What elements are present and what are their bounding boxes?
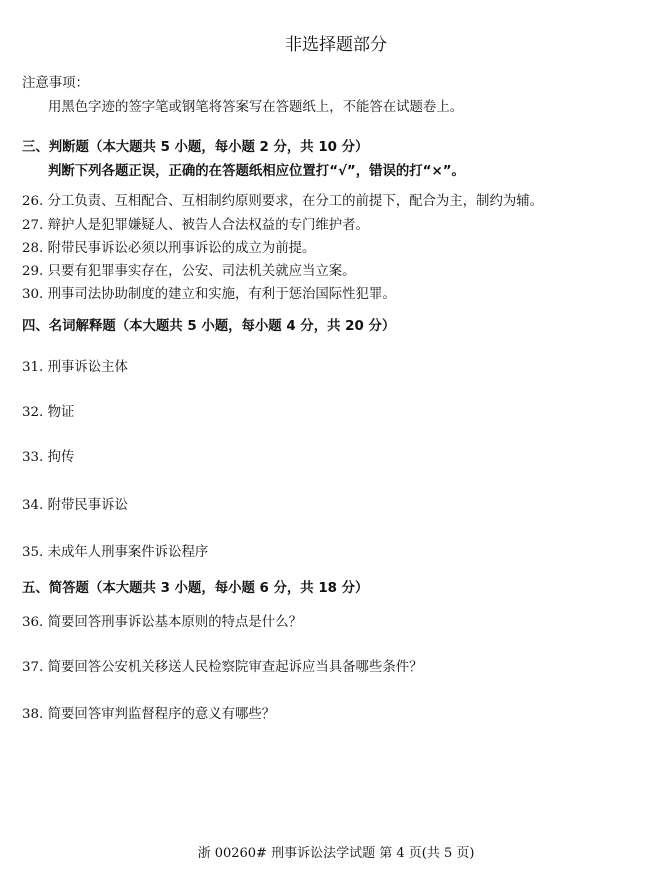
question-text: 刑事诉讼主体 (47, 360, 128, 375)
question-number: 32. (22, 405, 44, 420)
question-text: 附带民事诉讼 (47, 498, 128, 513)
question-30 (22, 283, 396, 302)
question-35 (22, 541, 208, 560)
question-32 (22, 401, 74, 420)
question-number: 26. (22, 194, 44, 209)
page-footer: 浙 00260# 刑事诉讼法学试题 第 4 页(共 5 页) (197, 846, 475, 861)
question-33 (22, 446, 74, 465)
question-text: 只要有犯罪事实存在，公安、司法机关就应当立案。 (47, 264, 356, 279)
question-text: 附带民事诉讼必须以刑事诉讼的成立为前提。 (47, 241, 316, 256)
question-text: 拘传 (47, 450, 75, 465)
section5-heading: 五、简答题（本大题共 3 小题，每小题 6 分，共 18 分） (22, 581, 369, 596)
question-number: 28. (22, 241, 44, 256)
question-text: 简要回答审判监督程序的意义有哪些？ (47, 707, 276, 722)
question-text: 分工负责、互相配合、互相制约原则要求，在分工的前提下，配合为主，制约为辅。 (47, 194, 544, 209)
question-28 (22, 237, 315, 256)
question-text: 辩护人是犯罪嫌疑人、被告人合法权益的专门维护者。 (47, 218, 369, 233)
question-text: 刑事司法协助制度的建立和实施，有利于惩治国际性犯罪。 (47, 287, 396, 302)
question-number: 31. (22, 360, 44, 375)
section3-heading: 三、判断题（本大题共 5 小题，每小题 2 分，共 10 分） (22, 140, 369, 155)
question-36 (22, 611, 302, 630)
question-text: 简要回答刑事诉讼基本原则的特点是什么？ (47, 615, 302, 630)
question-38 (22, 703, 275, 722)
question-number: 37. (22, 660, 44, 675)
question-number: 29. (22, 264, 44, 279)
question-number: 38. (22, 707, 44, 722)
notice-heading: 注意事项： (22, 76, 89, 91)
question-text: 物证 (47, 405, 75, 420)
question-27 (22, 214, 369, 233)
section3-instruction: 判断下列各题正误，正确的在答题纸相应位置打“√”，错误的打“×”。 (48, 164, 465, 179)
question-number: 30. (22, 287, 44, 302)
question-34 (22, 494, 128, 513)
question-number: 35. (22, 545, 44, 560)
question-29 (22, 260, 356, 279)
question-37 (22, 656, 423, 675)
notice-text: 用黑色字迹的签字笔或钢笔将答案写在答题纸上，不能答在试题卷上。 (48, 100, 464, 115)
question-number: 27. (22, 218, 44, 233)
question-26 (22, 190, 543, 209)
question-text: 简要回答公安机关移送人民检察院审查起诉应当具备哪些条件？ (47, 660, 423, 675)
section4-heading: 四、名词解释题（本大题共 5 小题，每小题 4 分，共 20 分） (22, 319, 396, 334)
question-number: 36. (22, 615, 44, 630)
question-text: 未成年人刑事案件诉讼程序 (47, 545, 209, 560)
question-number: 34. (22, 498, 44, 513)
question-31 (22, 356, 128, 375)
page-title: 非选择题部分 (285, 35, 387, 55)
question-number: 33. (22, 450, 44, 465)
